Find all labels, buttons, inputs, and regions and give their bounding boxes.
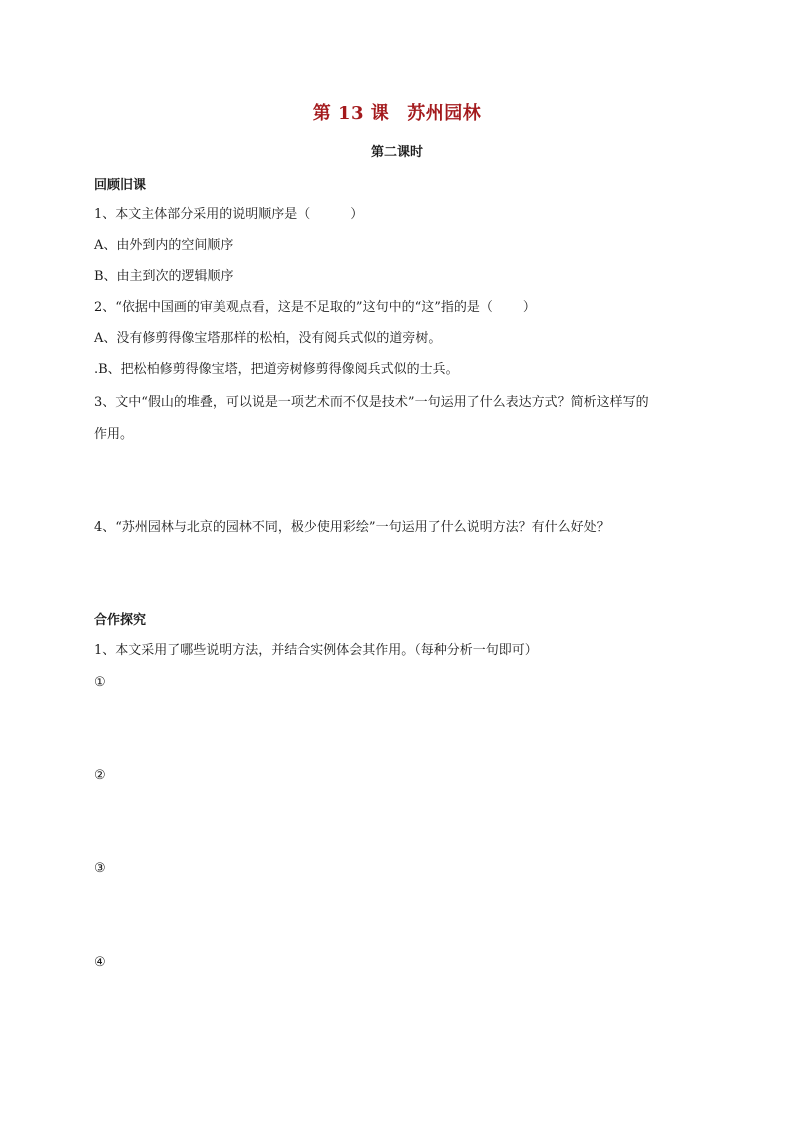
review-question-4: 4、“苏州园林与北京的园林不同，极少使用彩绘”一句运用了什么说明方法？有什么好处？	[94, 520, 610, 535]
review-heading: 回顾旧课	[94, 178, 147, 193]
answer-mark-3: ③	[94, 861, 106, 876]
review-q2-option-b: .B、把松柏修剪得像宝塔，把道旁树修剪得像阅兵式似的士兵。	[94, 362, 459, 377]
review-q1-option-b: B、由主到次的逻辑顺序	[94, 269, 234, 284]
review-q3-line-2: 作用。	[94, 427, 134, 442]
review-q2-stem-end: ）	[522, 300, 536, 315]
lesson-subtitle: 第二课时	[370, 145, 423, 160]
review-q1-stem: 1、本文主体部分采用的说明顺序是（	[94, 207, 311, 222]
answer-mark-2: ②	[94, 768, 106, 783]
review-q1-option-a: A、由外到内的空间顺序	[94, 238, 234, 253]
review-question-2	[94, 298, 536, 318]
lesson-number: 第 13 课	[312, 103, 390, 124]
review-q2-option-a: A、没有修剪得像宝塔那样的松柏，没有阅兵式似的道旁树。	[94, 331, 442, 346]
review-q3-line-1: 3、文中“假山的堆叠，可以说是一项艺术而不仅是技术”一句运用了什么表达方式？简析这样写的	[94, 395, 649, 410]
review-question-1	[94, 205, 363, 225]
explore-heading: 合作探究	[94, 613, 147, 628]
explore-question-1: 1、本文采用了哪些说明方法，并结合实例体会其作用。（每种分析一句即可）	[94, 643, 538, 658]
review-q2-stem: 2、“依据中国画的审美观点看，这是不足取的”这句中的“这”指的是（	[94, 300, 493, 315]
lesson-name: 苏州园林	[407, 103, 482, 124]
answer-mark-4: ④	[94, 955, 106, 970]
answer-mark-1: ①	[94, 675, 106, 690]
review-q1-stem-end: ）	[350, 207, 364, 222]
lesson-title	[0, 101, 794, 127]
